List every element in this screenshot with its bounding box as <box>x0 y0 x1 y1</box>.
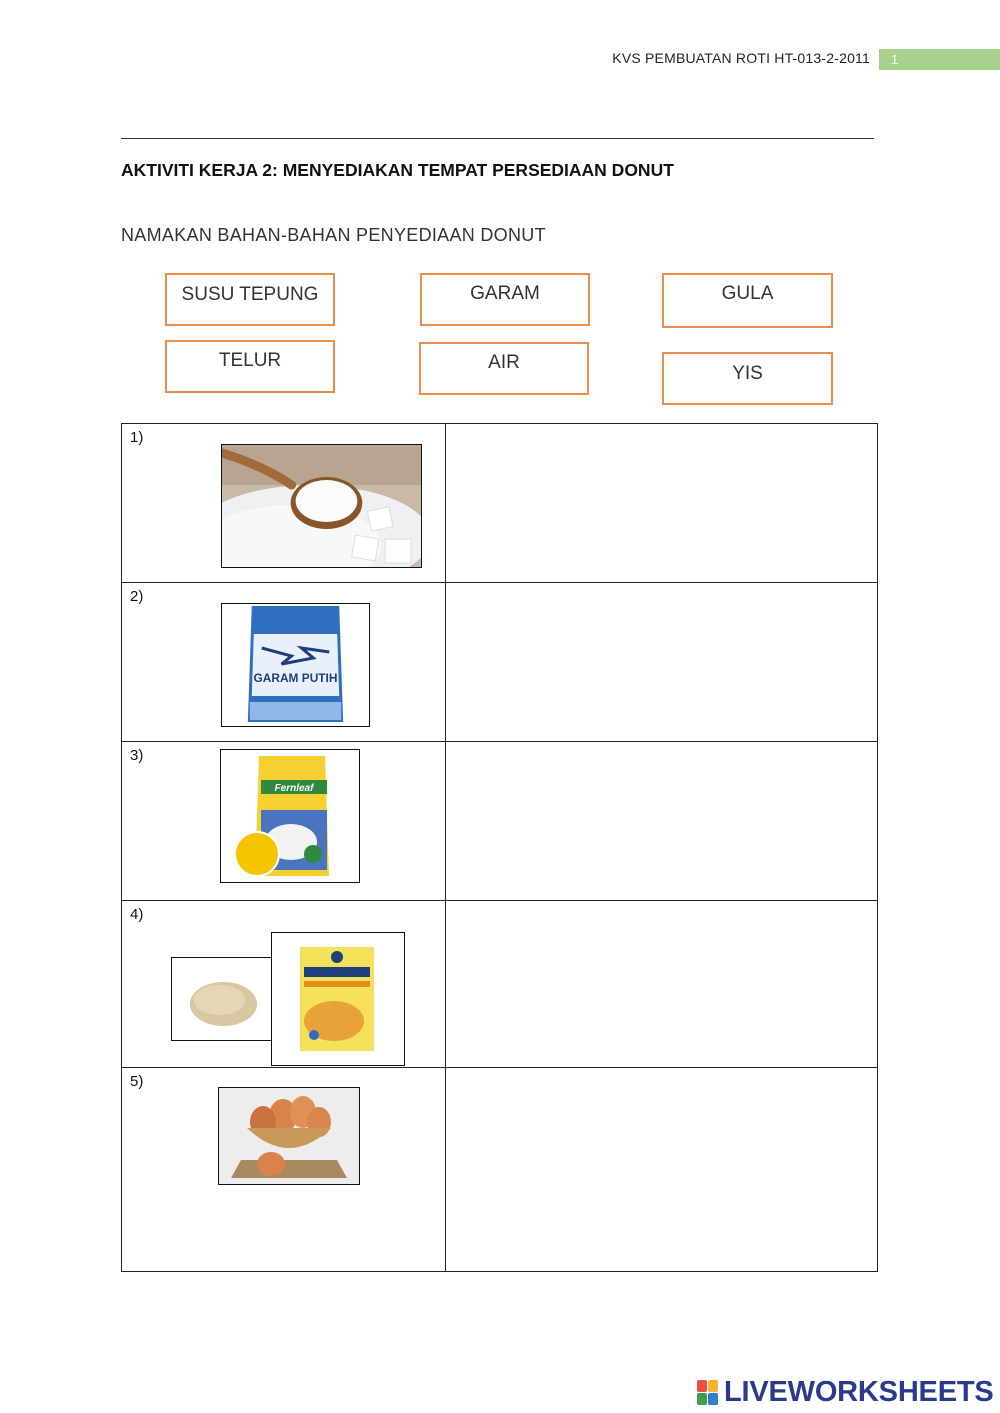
eggs-image <box>218 1087 360 1185</box>
word-option-susu-tepung[interactable]: SUSU TEPUNG <box>165 273 335 326</box>
row-number: 1) <box>130 429 144 446</box>
word-option-garam[interactable]: GARAM <box>420 273 590 326</box>
answer-cell[interactable] <box>446 424 878 583</box>
activity-title: AKTIVITI KERJA 2: MENYEDIAKAN TEMPAT PERSEDIAAN DONUT <box>121 160 674 180</box>
image-cell <box>122 424 446 583</box>
word-option-telur[interactable]: TELUR <box>165 340 335 393</box>
yeast-granules-image <box>171 957 272 1041</box>
table-row <box>122 1068 878 1272</box>
page-number: 1 <box>879 49 1000 70</box>
answer-cell[interactable] <box>446 901 878 1068</box>
milk-powder-image <box>220 749 360 883</box>
salt-packet-image <box>221 603 370 727</box>
instruction-text: NAMAKAN BAHAN-BAHAN PENYEDIAAN DONUT <box>121 225 546 245</box>
salt-packet-label: GARAM PUTIH <box>253 670 338 686</box>
image-cell <box>122 1068 446 1272</box>
answer-cell[interactable] <box>446 583 878 742</box>
header-divider <box>121 138 874 139</box>
row-number: 5) <box>130 1073 144 1090</box>
row-number: 3) <box>130 747 144 764</box>
row-number: 4) <box>130 906 144 923</box>
sugar-image <box>221 444 422 568</box>
liveworksheets-wordmark: LIVEWORKSHEETS <box>724 1376 994 1408</box>
ingredient-table <box>121 423 878 1272</box>
answer-cell[interactable] <box>446 742 878 901</box>
row-number: 2) <box>130 588 144 605</box>
table-row <box>122 583 878 742</box>
document-code: KVS PEMBUATAN ROTI HT-013-2-2011 <box>612 50 870 66</box>
table-row <box>122 424 878 583</box>
table-row <box>122 901 878 1068</box>
image-cell <box>122 901 446 1068</box>
milk-brand-label: Fernleaf <box>274 783 314 794</box>
yeast-image <box>271 932 405 1066</box>
word-option-yis[interactable]: YIS <box>662 352 833 405</box>
image-cell <box>122 583 446 742</box>
answer-cell[interactable] <box>446 1068 878 1272</box>
table-row <box>122 742 878 901</box>
word-option-air[interactable]: AIR <box>419 342 589 395</box>
image-cell <box>122 742 446 901</box>
liveworksheets-logo-icon <box>697 1380 719 1406</box>
word-option-gula[interactable]: GULA <box>662 273 833 328</box>
